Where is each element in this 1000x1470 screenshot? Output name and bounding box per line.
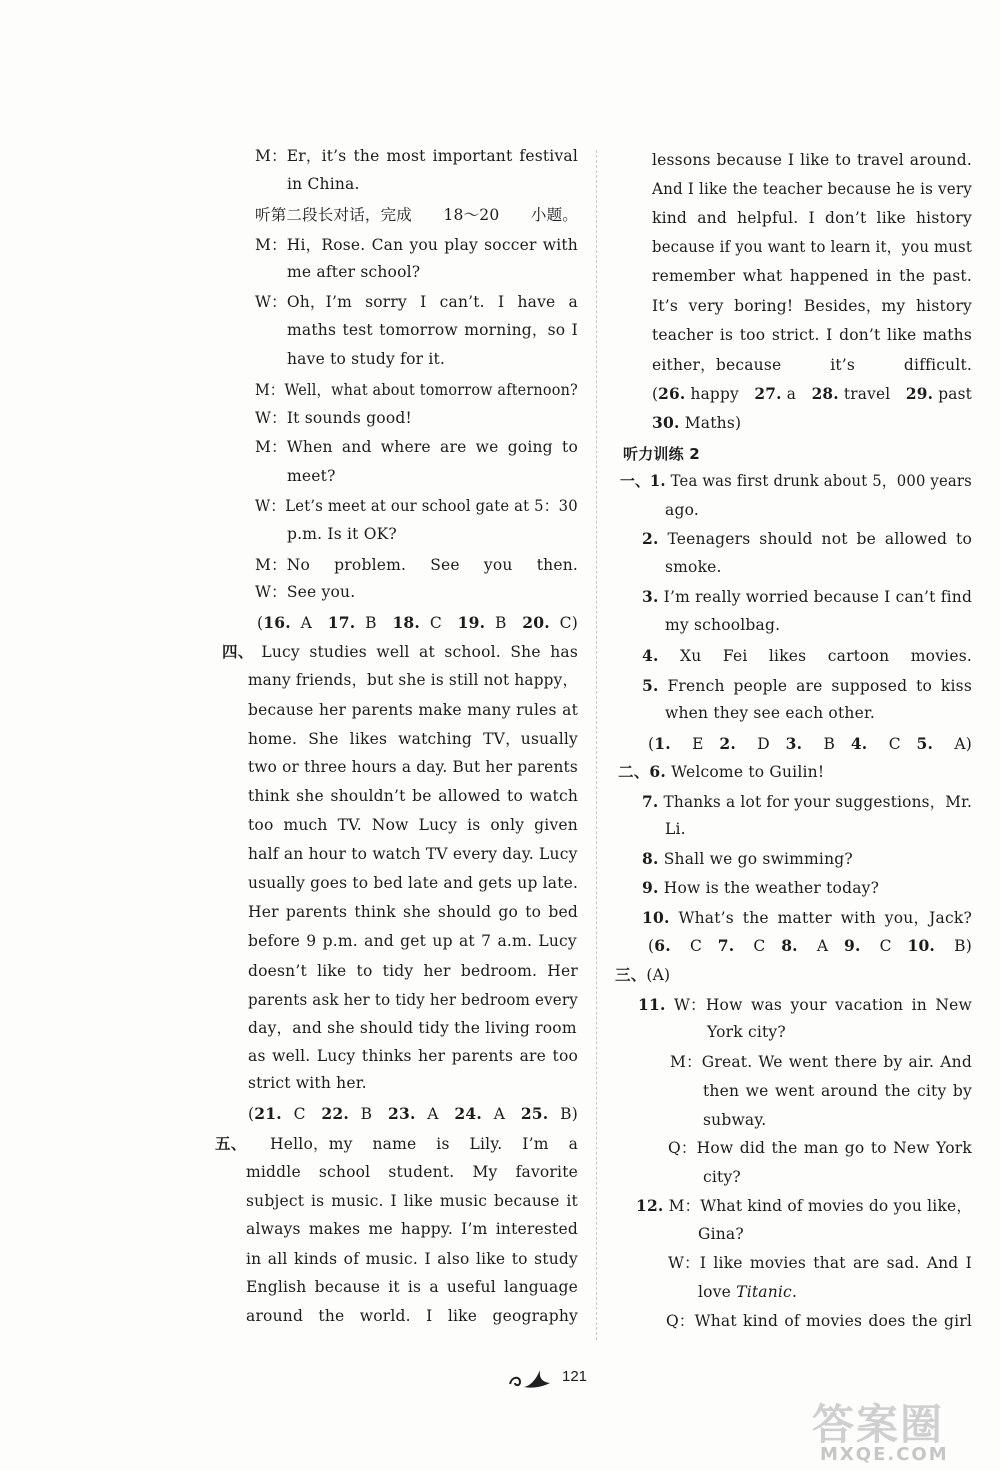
item-number: 8. — [781, 936, 798, 955]
right-text-line — [698, 1282, 797, 1302]
text-segment: W：It sounds good! — [255, 409, 412, 427]
text-segment: C — [867, 735, 917, 753]
right-text-line — [665, 500, 699, 520]
item-number: 9. — [843, 936, 861, 955]
right-text-line — [665, 615, 780, 635]
left-text-line — [287, 262, 420, 282]
text-segment: travel — [838, 385, 906, 403]
text-segment: D — [735, 735, 786, 753]
item-number: 1. — [654, 734, 671, 753]
text-segment: when they see each other. — [665, 704, 875, 722]
right-text-line — [638, 995, 972, 1015]
right-text-line — [668, 1138, 972, 1158]
right-text-line — [623, 444, 700, 464]
text-segment: A — [797, 937, 844, 955]
text-segment: either，because it’s difficult. — [652, 356, 972, 374]
text-segment: And I like the teacher because he is very — [652, 180, 973, 198]
text-segment: ago. — [665, 501, 699, 519]
text-segment: maths test tomorrow morning，so I — [287, 321, 578, 339]
text-segment: Q：What kind of movies does the girl — [666, 1312, 973, 1330]
text-segment: strict with her. — [248, 1074, 367, 1092]
left-text-line — [287, 349, 445, 369]
right-text-line — [652, 355, 972, 375]
left-text-line — [248, 1046, 578, 1066]
text-segment: W：See you. — [255, 583, 356, 601]
left-text-line — [287, 174, 360, 194]
text-segment: remember what happened in the past. — [652, 267, 972, 285]
text-segment: M：What kind of movies do you like， — [663, 1197, 972, 1215]
left-text-line — [248, 1018, 577, 1038]
item-number: 二、 — [618, 762, 650, 781]
text-segment: past — [933, 385, 973, 403]
watermark-logo-text: 答案圈 — [812, 1400, 945, 1449]
item-number: 25. — [520, 1104, 549, 1123]
text-segment: happy — [685, 385, 755, 403]
text-segment: Thanks a lot for your suggestions，Mr. — [658, 793, 973, 811]
text-segment: because her parents make many rules at — [248, 701, 578, 719]
left-text-line — [255, 292, 578, 312]
text-segment: M：Er，it’s the most important festival — [255, 147, 579, 165]
item-number: 20. — [522, 613, 550, 632]
right-text-line — [642, 529, 972, 549]
left-text-line — [248, 931, 577, 951]
item-number: 2. — [642, 529, 659, 548]
left-text-line — [246, 1306, 578, 1326]
text-segment: C — [860, 937, 908, 955]
left-text-line — [248, 670, 578, 690]
watermark-url: MXQE.COM — [820, 1444, 949, 1465]
text-segment: Her parents think she should go to bed — [248, 903, 578, 921]
right-text-line — [642, 587, 972, 607]
item-number: 11. — [638, 995, 666, 1014]
item-number: 12. — [636, 1196, 664, 1215]
item-number: 5. — [642, 676, 659, 695]
left-text-line — [255, 205, 578, 225]
text-segment: I’m really worried because I can’t find — [658, 588, 973, 606]
item-number: 四、 — [222, 642, 246, 661]
text-segment: Tea was first drunk about 5，000 years — [665, 472, 972, 490]
left-text-line — [222, 642, 578, 662]
item-number: 8. — [642, 849, 659, 868]
item-number: 3. — [642, 587, 659, 606]
item-number: 4. — [850, 734, 868, 753]
text-segment: two or three hours a day. But her parents — [248, 758, 578, 776]
text-segment: English because it is a useful language — [246, 1278, 578, 1296]
text-segment: M：Hi，Rose. Can you play soccer with — [255, 236, 578, 254]
text-segment: B — [348, 1105, 388, 1123]
text-segment: in China. — [287, 175, 360, 193]
text-segment: love — [698, 1283, 737, 1301]
text-segment: A) — [933, 735, 973, 753]
text-segment: too much TV. Now Lucy is only given — [248, 816, 578, 834]
right-text-line — [652, 237, 972, 257]
right-text-line — [703, 1110, 766, 1130]
left-text-line — [257, 613, 578, 633]
text-segment: a — [781, 385, 812, 403]
item-number: 16. — [263, 613, 291, 632]
left-text-line — [248, 902, 578, 922]
item-number: 1. — [649, 471, 666, 490]
text-segment: teacher is too strict. I don’t like maths — [652, 326, 973, 344]
item-number: 27. — [754, 384, 782, 403]
text-segment: W：I like movies that are sad. And I — [668, 1254, 973, 1272]
right-text-line — [642, 646, 972, 666]
right-text-line — [615, 965, 670, 985]
left-text-line — [248, 961, 578, 981]
item-number: 23. — [387, 1104, 416, 1123]
right-text-line — [652, 296, 972, 316]
text-segment: as well. Lucy thinks her parents are too — [248, 1047, 579, 1065]
right-text-line — [652, 266, 972, 286]
text-segment: A — [290, 614, 328, 632]
right-text-line — [703, 1167, 741, 1187]
text-segment: ( — [248, 1105, 255, 1123]
text-segment: Hello，my name is Lily. I’m a — [238, 1135, 579, 1153]
item-number: 三、 — [615, 965, 647, 984]
text-segment: me after school? — [287, 263, 421, 281]
bird-logo-icon — [506, 1364, 554, 1392]
text-segment: York city? — [707, 1023, 786, 1041]
right-text-line — [636, 1196, 972, 1216]
text-segment: (A) — [646, 966, 671, 984]
left-text-line — [246, 1191, 578, 1211]
left-text-line — [248, 786, 578, 806]
text-segment: M：No problem. See you then. — [255, 556, 579, 574]
text-segment: It’s very boring! Besides，my history — [652, 297, 973, 315]
left-text-line — [287, 466, 336, 486]
text-segment: smoke. — [665, 558, 722, 576]
item-number: 9. — [642, 878, 659, 897]
text-segment: B) — [935, 937, 972, 955]
page-number: 121 — [562, 1368, 588, 1385]
left-text-line — [255, 555, 578, 575]
right-text-line — [666, 1311, 972, 1331]
left-text-line — [246, 1219, 578, 1239]
right-text-line — [652, 208, 972, 228]
text-segment: p.m. Is it OK? — [287, 525, 397, 543]
left-text-line — [248, 990, 578, 1010]
text-segment: always makes me happy. I’m interested — [246, 1220, 578, 1238]
right-text-line — [652, 325, 972, 345]
text-segment: W：How was your vacation in New — [665, 996, 972, 1014]
section-heading: 听力训练 2 — [623, 445, 700, 463]
text-segment: ( — [652, 385, 659, 403]
item-number: 4. — [642, 646, 659, 665]
text-segment: C — [420, 614, 458, 632]
text-segment: Teenagers should not be allowed to — [658, 530, 972, 548]
text-segment: my schoolbag. — [665, 616, 781, 634]
text-segment: Q：How did the man go to New York — [668, 1139, 972, 1157]
item-number: 19. — [457, 613, 486, 632]
text-segment: in all kinds of music. I also like to study — [246, 1250, 578, 1268]
item-number: 18. — [392, 613, 421, 632]
text-segment: C) — [549, 614, 578, 632]
text-segment: Titanic — [736, 1283, 792, 1301]
text-segment: W：Oh，I’m sorry I can’t. I have a — [255, 293, 578, 311]
text-segment: Welcome to Guilin! — [666, 763, 825, 781]
item-number: 6. — [649, 762, 666, 781]
right-text-line — [670, 1052, 972, 1072]
right-text-line — [618, 762, 824, 782]
watermark — [812, 1392, 997, 1470]
right-text-line — [707, 1022, 786, 1042]
text-segment: French people are supposed to kiss — [658, 677, 972, 695]
text-segment: then we went around the city by — [703, 1082, 972, 1100]
text-segment: A — [415, 1105, 455, 1123]
text-segment: doesn’t like to tidy her bedroom. Her — [248, 962, 579, 980]
column-divider — [596, 150, 597, 1340]
text-segment: B — [355, 614, 393, 632]
right-text-line — [665, 819, 686, 839]
item-number: 24. — [454, 1104, 482, 1123]
left-text-line — [255, 582, 355, 602]
text-segment: before 9 p.m. and get up at 7 a.m. Lucy — [248, 932, 577, 950]
left-text-line — [248, 1104, 578, 1124]
text-segment: around the world. I like geography — [246, 1307, 578, 1325]
right-text-line — [665, 703, 875, 723]
text-segment: ( — [648, 937, 655, 955]
item-number: 21. — [254, 1104, 282, 1123]
text-segment: C — [670, 937, 718, 955]
item-number: 29. — [905, 384, 934, 403]
text-segment: M：Well，what about tomorrow afternoon? — [255, 381, 578, 399]
text-segment: M：Great. We went there by air. And — [670, 1053, 972, 1071]
text-segment: How is the weather today? — [658, 879, 880, 897]
right-text-line — [652, 413, 741, 433]
text-segment: Maths) — [679, 414, 742, 432]
left-text-line — [248, 729, 578, 749]
left-text-line — [246, 1249, 578, 1269]
right-text-line — [642, 792, 972, 812]
text-segment: B — [802, 735, 851, 753]
text-segment: many friends，but she is still not happy， — [248, 671, 578, 689]
text-segment: Gina? — [698, 1225, 744, 1243]
text-segment: have to study for it. — [287, 350, 446, 368]
text-segment: half an hour to watch TV every day. Lucy — [248, 845, 578, 863]
text-segment: kind and helpful. I don’t like history — [652, 209, 972, 227]
text-segment: subject is music. I like music because it — [246, 1192, 578, 1210]
right-text-line — [642, 849, 853, 869]
left-text-line — [248, 1073, 367, 1093]
left-text-line — [248, 757, 578, 777]
left-text-line — [255, 437, 578, 457]
left-text-line — [248, 700, 578, 720]
left-text-line — [215, 1134, 578, 1154]
text-segment: Li. — [665, 820, 686, 838]
text-segment: C — [281, 1105, 322, 1123]
item-number: 2. — [719, 734, 736, 753]
item-number: 26. — [658, 384, 686, 403]
text-segment: subway. — [703, 1111, 767, 1129]
right-text-line — [642, 908, 972, 928]
text-segment: Lucy studies well at school. She has — [245, 643, 578, 661]
left-text-line — [248, 815, 578, 835]
left-text-line — [255, 496, 578, 516]
right-text-line — [620, 471, 972, 491]
left-text-line — [246, 1162, 578, 1182]
right-text-line — [648, 936, 972, 956]
right-text-line — [652, 384, 972, 404]
text-segment: M：When and where are we going to — [255, 438, 578, 456]
item-number: 7. — [717, 936, 735, 955]
text-segment: meet? — [287, 467, 336, 485]
right-text-line — [652, 150, 972, 170]
text-segment: ( — [648, 735, 655, 753]
item-number: 五、 — [215, 1134, 239, 1153]
text-segment: . — [791, 1283, 798, 1301]
item-number: 3. — [785, 734, 803, 753]
item-number: 30. — [652, 413, 680, 432]
text-segment: 听第二段长对话，完成 18～20 小题。 — [255, 206, 578, 224]
right-text-line — [668, 1253, 972, 1273]
text-segment: day，and she should tidy the living room — [248, 1019, 577, 1037]
right-text-line — [698, 1224, 744, 1244]
text-segment: ( — [257, 614, 264, 632]
item-number: 10. — [907, 936, 936, 955]
text-segment: A — [481, 1105, 521, 1123]
left-text-line — [248, 844, 578, 864]
right-text-line — [703, 1081, 972, 1101]
text-segment: middle school student. My favorite — [246, 1163, 578, 1181]
left-text-line — [255, 146, 578, 166]
text-segment: Shall we go swimming? — [658, 850, 853, 868]
text-segment: B — [485, 614, 523, 632]
text-segment: parents ask her to tidy her bedroom every — [248, 991, 578, 1009]
text-segment: Xu Fei likes cartoon movies. — [658, 647, 972, 665]
text-segment: think she shouldn’t be allowed to watch — [248, 787, 579, 805]
text-segment: usually goes to bed late and gets up late. — [248, 874, 579, 892]
right-text-line — [652, 179, 972, 199]
text-segment: B) — [548, 1105, 578, 1123]
left-text-line — [248, 873, 578, 893]
left-text-line — [246, 1277, 578, 1297]
right-text-line — [642, 676, 972, 696]
text-segment: W：Let’s meet at our school gate at 5：30 — [255, 497, 578, 515]
text-segment: E — [670, 735, 720, 753]
text-segment: lessons because I like to travel around. — [652, 151, 972, 169]
item-number: 22. — [321, 1104, 349, 1123]
item-number: 10. — [642, 908, 670, 927]
text-segment: city? — [703, 1168, 741, 1186]
item-number: 28. — [811, 384, 839, 403]
item-number: 17. — [327, 613, 356, 632]
left-text-line — [255, 235, 578, 255]
item-number: 一、 — [620, 471, 650, 490]
text-segment: What’s the matter with you，Jack? — [669, 909, 972, 927]
left-text-line — [287, 320, 578, 340]
item-number: 5. — [916, 734, 934, 753]
text-segment: because if you want to learn it，you must — [652, 238, 973, 256]
right-text-line — [665, 557, 722, 577]
right-text-line — [642, 878, 879, 898]
left-text-line — [287, 524, 397, 544]
item-number: 7. — [642, 792, 659, 811]
item-number: 6. — [654, 936, 671, 955]
left-text-line — [255, 380, 578, 400]
right-text-line — [648, 734, 972, 754]
text-segment: home. She likes watching TV，usually — [248, 730, 578, 748]
text-segment: C — [734, 937, 782, 955]
left-text-line — [255, 408, 412, 428]
